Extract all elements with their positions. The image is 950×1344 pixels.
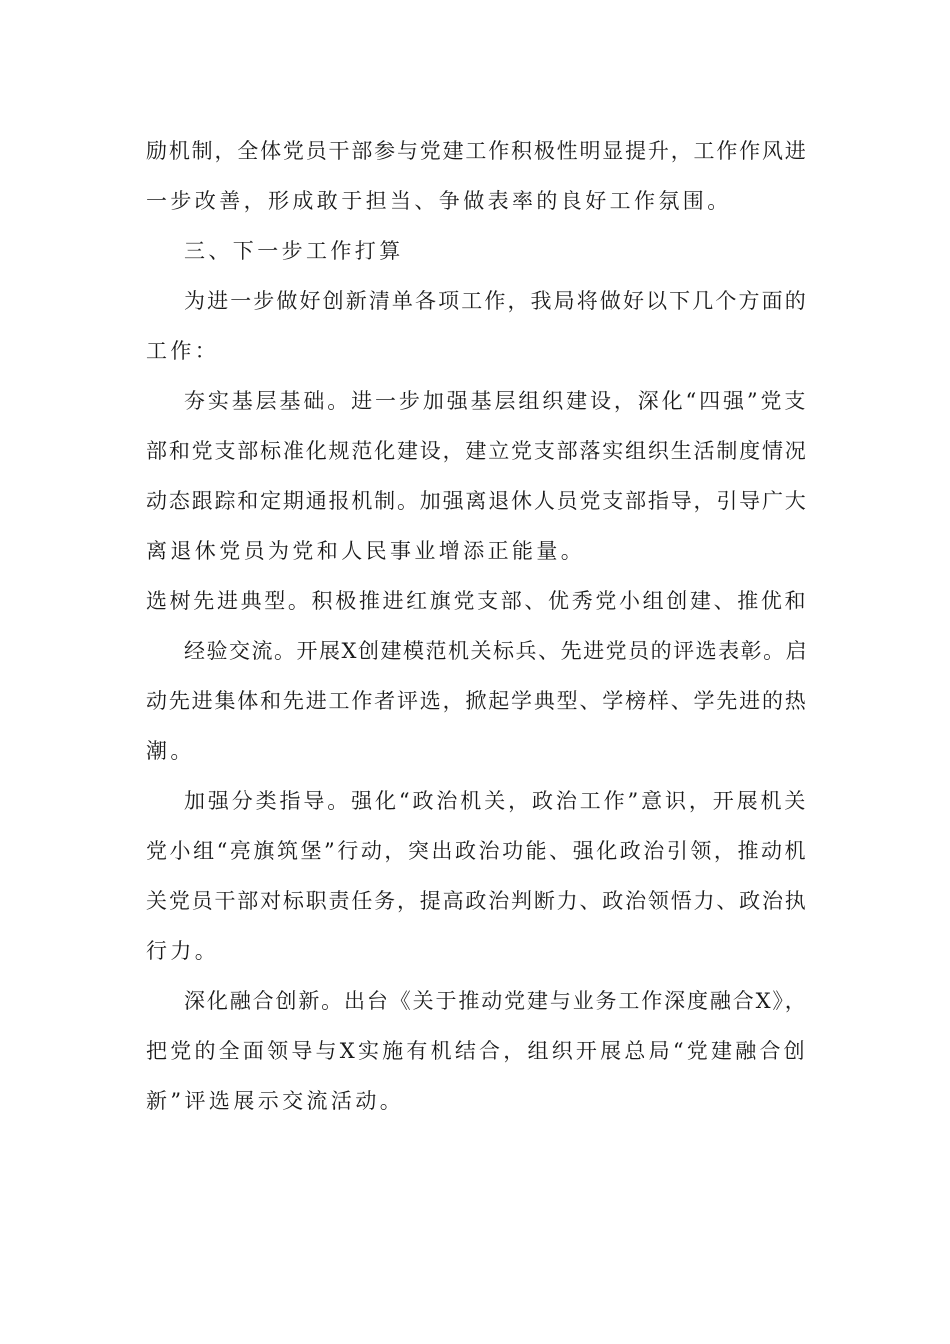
text-line: 动态跟踪和定期通报机制。加强离退休人员党支部指导，引导广大: [146, 489, 808, 513]
text-line: 党小组“亮旗筑堡”行动，突出政治功能、强化政治引领，推动机: [146, 839, 809, 863]
text-line: 离退休党员为党和人民事业增添正能量。: [146, 539, 586, 563]
text-line: 深化融合创新。出台《关于推动党建与业务工作深度融合X》，: [184, 989, 808, 1013]
text-line: 动先进集体和先进工作者评选，掀起学典型、学榜样、学先进的热: [146, 689, 808, 713]
text-line: 夯实基层基础。进一步加强基层组织建设，深化“四强”党支: [184, 389, 809, 413]
text-line: 把党的全面领导与X实施有机结合，组织开展总局“党建融合创: [146, 1039, 808, 1063]
text-line: 选树先进典型。积极推进红旗党支部、优秀党小组创建、推优和: [146, 589, 809, 613]
text-line: 关党员干部对标职责任务，提高政治判断力、政治领悟力、政治执: [146, 889, 808, 913]
section-heading: 三、下一步工作打算: [184, 239, 404, 263]
text-line: 一步改善，形成敢于担当、争做表率的良好工作氛围。: [146, 189, 732, 213]
text-line: 为进一步做好创新清单各项工作，我局将做好以下几个方面的: [184, 289, 808, 313]
text-line: 行力。: [146, 939, 220, 963]
text-line: 新”评选展示交流活动。: [146, 1089, 405, 1113]
text-line: 励机制，全体党员干部参与党建工作积极性明显提升，工作作风进: [146, 139, 808, 163]
text-line: 工作：: [146, 339, 220, 363]
text-line: 部和党支部标准化规范化建设，建立党支部落实组织生活制度情况: [146, 439, 808, 463]
text-line: 经验交流。开展X创建模范机关标兵、先进党员的评选表彰。启: [184, 639, 809, 663]
text-line: 加强分类指导。强化“政治机关，政治工作”意识，开展机关: [184, 789, 809, 813]
text-line: 潮。: [146, 739, 195, 763]
